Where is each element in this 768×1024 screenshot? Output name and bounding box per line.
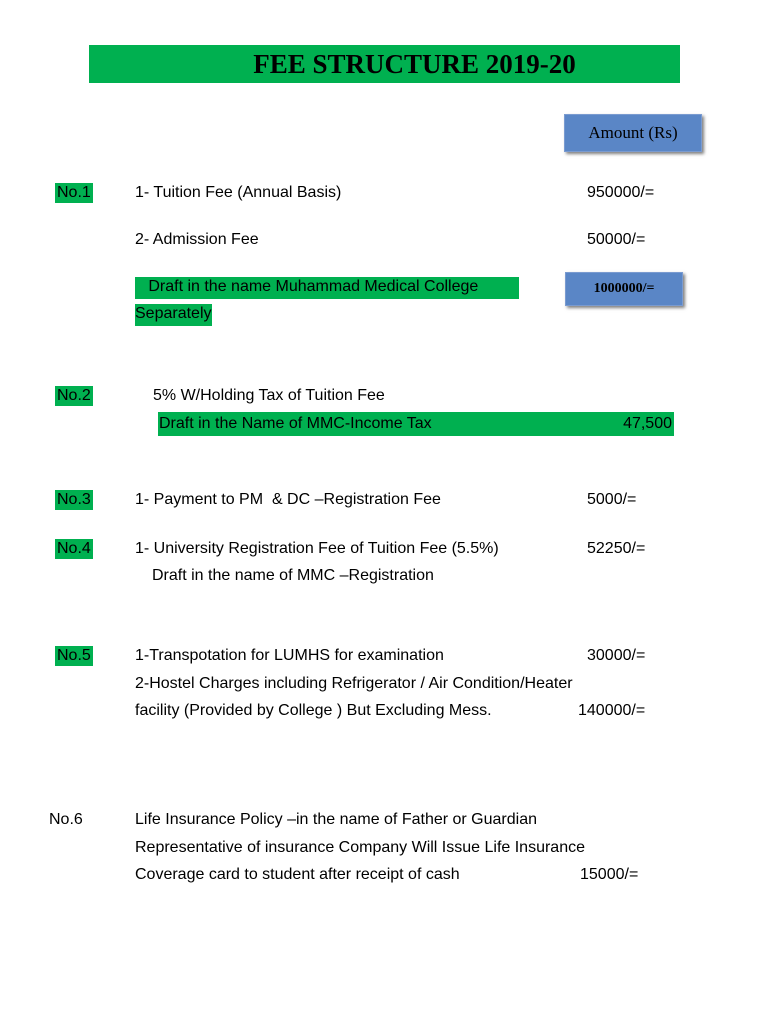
transportation-label: 1-Transpotation for LUMHS for examination: [135, 647, 444, 664]
life-insurance-amount: 15000/=: [580, 866, 639, 883]
draft-mmc-line1: Draft in the name Muhammad Medical College: [135, 277, 519, 299]
title-bar: [89, 45, 680, 83]
admission-fee-label: 2- Admission Fee: [135, 231, 259, 248]
tuition-fee-amount: 950000/=: [587, 184, 655, 201]
no1-total-box: 1000000/=: [565, 272, 683, 306]
tuition-fee-label: 1- Tuition Fee (Annual Basis): [135, 184, 342, 201]
university-registration-amount: 52250/=: [587, 540, 646, 557]
pm-dc-registration-label: 1- Payment to PM & DC –Registration Fee: [135, 491, 441, 508]
university-registration-draft: Draft in the name of MMC –Registration: [152, 567, 434, 584]
life-insurance-line2: Representative of insurance Company Will Issue Life Insurance: [135, 839, 585, 856]
draft-mmc-line2: Separately: [135, 304, 212, 326]
university-registration-label: 1- University Registration Fee of Tuition Fee (5.5%): [135, 540, 499, 557]
section-label-no3: No.3: [57, 491, 91, 508]
hostel-charges-line1: 2-Hostel Charges including Refrigerator / Air Condition/Heater: [135, 675, 573, 692]
hostel-charges-amount: 140000/=: [578, 702, 646, 719]
page-title: FEE STRUCTURE 2019-20: [253, 49, 576, 79]
life-insurance-line1: Life Insurance Policy –in the name of Father or Guardian: [135, 811, 537, 828]
amount-header: Amount (Rs): [564, 114, 702, 152]
life-insurance-line3: Coverage card to student after receipt of cash: [135, 866, 460, 883]
section-label-no6: No.6: [49, 811, 83, 828]
withholding-tax-label: 5% W/Holding Tax of Tuition Fee: [153, 387, 385, 404]
hostel-charges-line2: facility (Provided by College ) But Excluding Mess.: [135, 702, 492, 719]
transportation-amount: 30000/=: [587, 647, 646, 664]
income-tax-draft-label: Draft in the Name of MMC-Income Tax: [159, 415, 432, 432]
pm-dc-registration-amount: 5000/=: [587, 491, 637, 508]
section-label-no2: No.2: [57, 387, 91, 404]
section-label-no5: No.5: [57, 647, 91, 664]
admission-fee-amount: 50000/=: [587, 231, 646, 248]
section-label-no1: No.1: [57, 184, 91, 201]
income-tax-draft-amount: 47,500: [623, 415, 672, 432]
income-tax-draft-bar: [158, 412, 674, 436]
section-label-no4: No.4: [57, 540, 91, 557]
